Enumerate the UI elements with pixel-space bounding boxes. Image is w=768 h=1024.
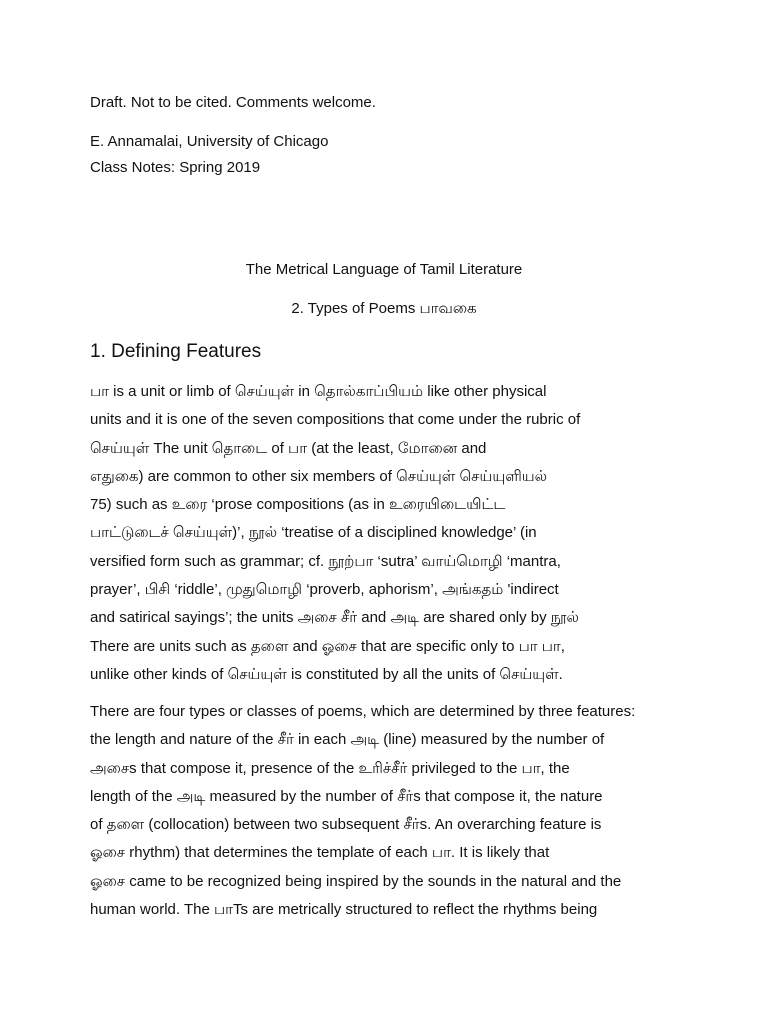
paragraph-2: [90, 698, 690, 924]
paragraph-line: செய்யுள் The unit தொடை of பா (at the least, மோனை and: [90, 439, 487, 457]
paragraph-line: எதுகை) are common to other six members of செய்யுள் செய்யுளியல்: [90, 467, 548, 485]
section-heading: 1. Defining Features: [90, 341, 262, 362]
paragraph-line: and satirical sayings’; the units அசை சீர் and அடி are shared only by நூல்: [90, 609, 579, 627]
document-subtitle: 2. Types of Poems பாவகை: [291, 300, 477, 317]
paragraph-line: length of the அடி measured by the number of சீர்s that compose it, the nature: [90, 787, 603, 805]
paragraph-1: [90, 378, 690, 689]
class-notes-line: Class Notes: Spring 2019: [90, 159, 261, 176]
paragraph-line: the length and nature of the சீர் in each அடி (line) measured by the number of: [90, 731, 605, 749]
paragraph-line: of தளை (collocation) between two subsequent சீர்s. An overarching feature is: [90, 816, 602, 834]
paragraph-line: ஓசை rhythm) that determines the template of each பா. It is likely that: [90, 844, 550, 862]
paragraph-line: human world. The பாTs are metrically structured to reflect the rhythms being: [90, 901, 598, 919]
paragraph-line: பா is a unit or limb of செய்யுள் in தொல்காப்பியம் like other physical: [90, 383, 547, 400]
author-line: E. Annamalai, University of Chicago: [90, 133, 329, 150]
paragraph-line: prayer’, பிசி ‘riddle’, முதுமொழி ‘proverb, aphorism’, அங்கதம் 'indirect: [90, 581, 559, 599]
document-title: The Metrical Language of Tamil Literature: [245, 261, 523, 278]
draft-note: Draft. Not to be cited. Comments welcome.: [90, 94, 376, 111]
paragraph-line: There are units such as தளை and ஓசை that are specific only to பா பா,: [90, 637, 565, 655]
paragraph-line: அசைs that compose it, presence of the உரிச்சீர் privileged to the பா, the: [90, 759, 570, 777]
paragraph-line: versified form such as grammar; cf. நூற்பா ‘sutra’ வாய்மொழி ‘mantra,: [90, 552, 561, 570]
paragraph-line: unlike other kinds of செய்யுள் is constituted by all the units of செய்யுள்.: [90, 665, 563, 683]
paragraph-line: பாட்டுடைச் செய்யுள்)’, நூல் ‘treatise of a disciplined knowledge’ (in: [90, 524, 537, 542]
paragraph-line: 75) such as உரை ‘prose compositions (as in உரையிடையிட்ட: [90, 496, 506, 514]
paragraph-line: There are four types or classes of poems, which are determined by three features:: [90, 703, 636, 720]
paragraph-line: ஓசை came to be recognized being inspired by the sounds in the natural and the: [90, 872, 622, 890]
paragraph-line: units and it is one of the seven compositions that come under the rubric of: [90, 411, 581, 429]
